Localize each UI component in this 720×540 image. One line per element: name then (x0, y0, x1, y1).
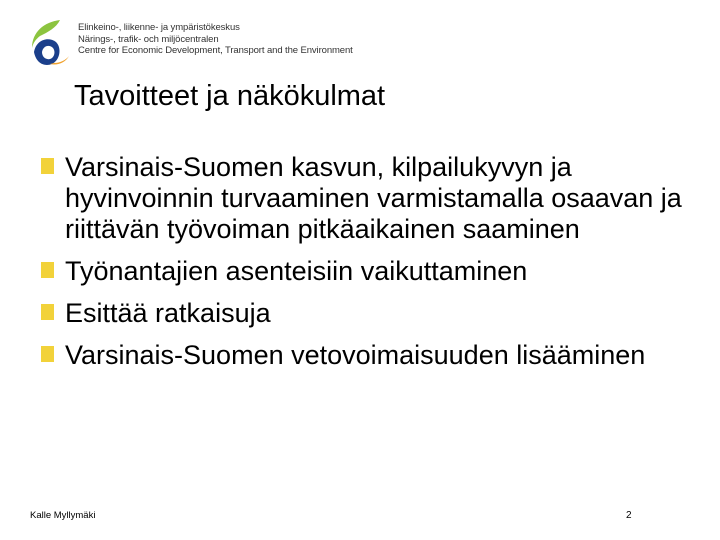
org-name-english: Centre for Economic Development, Transport and the Environment (78, 45, 353, 56)
footer-author: Kalle Myllymäki (30, 510, 96, 521)
bullet-text: Työnantajien asenteisiin vaikuttaminen (65, 256, 528, 286)
organization-name (78, 22, 353, 57)
bullet-item (30, 298, 700, 329)
square-bullet-icon (41, 346, 54, 362)
bullet-item (30, 340, 700, 371)
bullet-list (30, 152, 700, 382)
bullet-text: Varsinais-Suomen kasvun, kilpailukyvyn ja hyvinvoinnin turvaaminen varmistamalla osaavan ja riittävän työvoiman pitkäaikainen saaminen (65, 152, 682, 244)
square-bullet-icon (41, 304, 54, 320)
slide-title: Tavoitteet ja näkökulmat (74, 80, 386, 112)
square-bullet-icon (41, 262, 54, 278)
bullet-item (30, 256, 700, 287)
bullet-text: Esittää ratkaisuja (65, 298, 271, 328)
page-number: 2 (626, 510, 632, 521)
org-name-finnish: Elinkeino-, liikenne- ja ympäristökeskus (78, 22, 240, 33)
org-name-swedish: Närings-, trafik- och miljöcentralen (78, 33, 219, 45)
square-bullet-icon (41, 158, 54, 174)
ely-logo-icon (26, 18, 74, 68)
bullet-text: Varsinais-Suomen vetovoimaisuuden lisääminen (65, 340, 646, 370)
bullet-item (30, 152, 700, 245)
